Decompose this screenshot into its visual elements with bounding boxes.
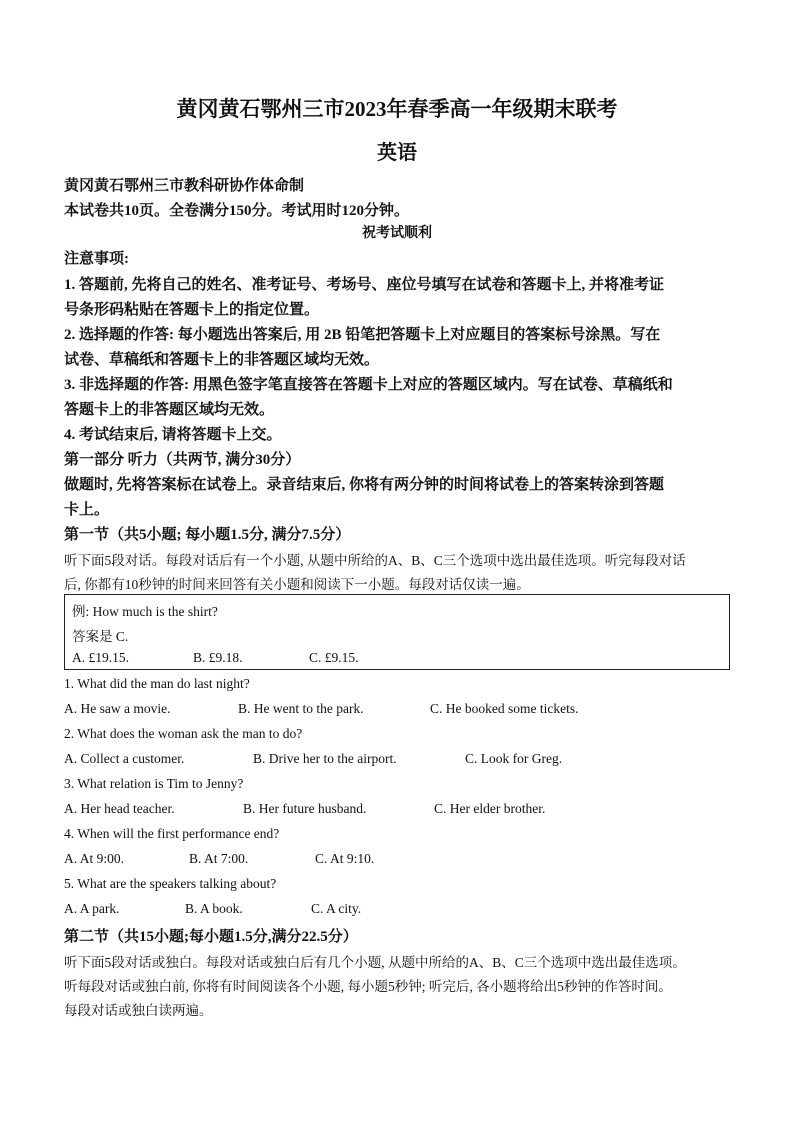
- question-4-option-c: C. At 9:10.: [315, 851, 375, 866]
- section-2-heading: 第二节（共15小题;每小题1.5分,满分22.5分）: [64, 929, 358, 945]
- note-2-line-1: 2. 选择题的作答: 每小题选出答案后, 用 2B 铅笔把答题卡上对应题目的答案标号涂黑。写在: [64, 327, 661, 343]
- question-3-option-a: A. Her head teacher.: [64, 801, 175, 816]
- note-2-line-2: 试卷、草稿纸和答题卡上的非答题区域均无效。: [64, 352, 380, 368]
- exam-info-line: 本试卷共10页。全卷满分150分。考试用时120分钟。: [64, 203, 410, 219]
- question-1-option-b: B. He went to the park.: [238, 701, 364, 716]
- question-2-option-c: C. Look for Greg.: [465, 751, 563, 766]
- question-2-option-b: B. Drive her to the airport.: [253, 751, 397, 766]
- question-1-option-c: C. He booked some tickets.: [430, 701, 579, 716]
- note-1-line-2: 号条形码粘贴在答题卡上的指定位置。: [64, 302, 320, 318]
- question-1: 1. What did the man do last night?: [64, 676, 250, 691]
- question-2-option-a: A. Collect a customer.: [64, 751, 185, 766]
- question-2: 2. What does the woman ask the man to do?: [64, 726, 303, 741]
- part-1-intro-line-2: 卡上。: [64, 502, 110, 518]
- section-2-intro-line-3: 每段对话或独白读两遍。: [64, 1003, 213, 1018]
- section-1-intro-line-2: 后, 你都有10秒钟的时间来回答有关小题和阅读下一小题。每段对话仅读一遍。: [64, 577, 530, 592]
- example-answer: 答案是 C.: [72, 629, 129, 644]
- section-1-heading: 第一节（共5小题; 每小题1.5分, 满分7.5分）: [64, 527, 351, 543]
- question-1-option-a: A. He saw a movie.: [64, 701, 171, 716]
- example-option-c: C. £9.15.: [309, 650, 359, 665]
- part-1-heading: 第一部分 听力（共两节, 满分30分）: [64, 452, 301, 468]
- notes-heading: 注意事项:: [64, 251, 129, 267]
- example-box: [64, 594, 730, 670]
- subject-title: 英语: [377, 142, 417, 164]
- exam-title: 黄冈黄石鄂州三市2023年春季高一年级期末联考: [176, 97, 618, 121]
- question-4-option-a: A. At 9:00.: [64, 851, 125, 866]
- good-luck-line: 祝考试顺利: [362, 226, 432, 241]
- example-option-a: A. £19.15.: [72, 650, 129, 665]
- committee-line: 黄冈黄石鄂州三市教科研协作体命制: [64, 178, 305, 194]
- note-1-line-1: 1. 答题前, 先将自己的姓名、准考证号、考场号、座位号填写在试卷和答题卡上, 并将准考证: [64, 277, 665, 293]
- question-3: 3. What relation is Tim to Jenny?: [64, 776, 244, 791]
- question-5: 5. What are the speakers talking about?: [64, 876, 277, 891]
- example-option-b: B. £9.18.: [193, 650, 243, 665]
- question-4-option-b: B. At 7:00.: [189, 851, 249, 866]
- question-5-option-c: C. A city.: [311, 901, 362, 916]
- example-question: 例: How much is the shirt?: [72, 604, 218, 619]
- section-1-intro-line-1: 听下面5段对话。每段对话后有一个小题, 从题中所给的A、B、C三个选项中选出最佳选项。听完每段对话: [64, 553, 686, 568]
- section-2-intro-line-1: 听下面5段对话或独白。每段对话或独白后有几个小题, 从题中所给的A、B、C三个选项中选出最佳选项。: [64, 955, 686, 970]
- part-1-intro-line-1: 做题时, 先将答案标在试卷上。录音结束后, 你将有两分钟的时间将试卷上的答案转涂到答题: [64, 477, 665, 493]
- question-5-option-a: A. A park.: [64, 901, 120, 916]
- question-3-option-b: B. Her future husband.: [243, 801, 367, 816]
- question-4: 4. When will the first performance end?: [64, 826, 280, 841]
- question-3-option-c: C. Her elder brother.: [434, 801, 546, 816]
- note-3-line-2: 答题卡上的非答题区域均无效。: [64, 402, 275, 418]
- question-5-option-b: B. A book.: [185, 901, 243, 916]
- note-3-line-1: 3. 非选择题的作答: 用黑色签字笔直接答在答题卡上对应的答题区域内。写在试卷、草稿纸和: [64, 377, 673, 393]
- section-2-intro-line-2: 听每段对话或独白前, 你将有时间阅读各个小题, 每小题5秒钟; 听完后, 各小题将给出5秒钟的作答时间。: [64, 979, 672, 994]
- note-4: 4. 考试结束后, 请将答题卡上交。: [64, 427, 282, 443]
